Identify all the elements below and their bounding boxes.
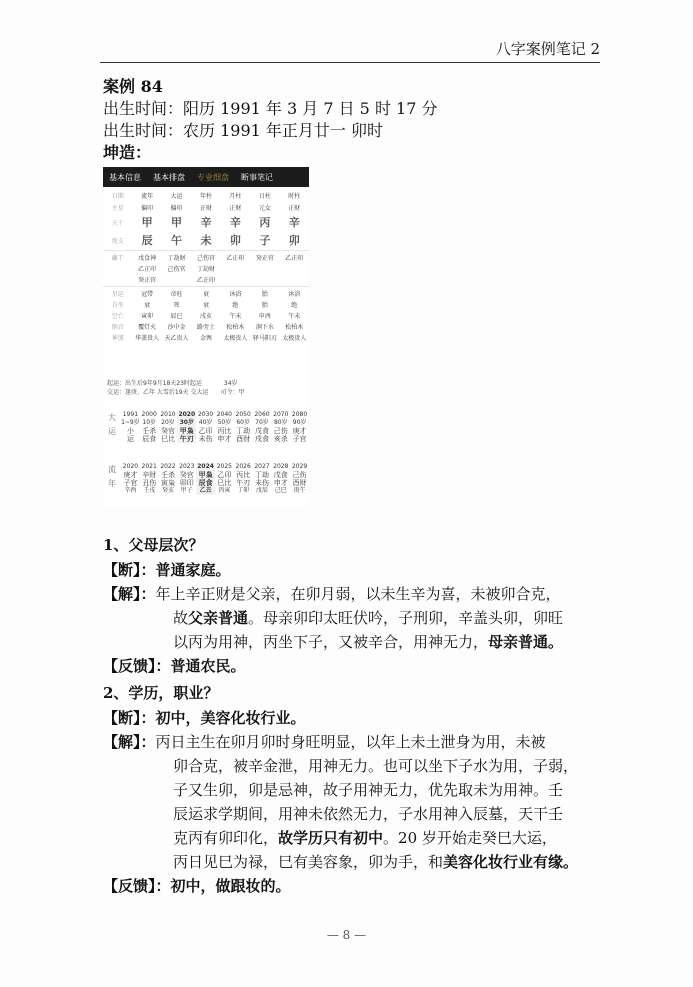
- row-label: 神煞: [111, 335, 124, 342]
- pillar-row: [103, 274, 309, 285]
- pillar-cell: 天乙贵人: [164, 335, 189, 342]
- pillar-row: [103, 310, 309, 321]
- pillar-cell: 辛: [229, 216, 241, 229]
- pillar-cell: 午: [171, 234, 183, 247]
- row-label: 空亡: [111, 313, 124, 320]
- tab-pro-chart[interactable]: 专业细盘: [197, 172, 229, 182]
- pillar-row: [103, 321, 309, 332]
- row-label: 日期: [111, 192, 124, 200]
- dayun-column[interactable]: 2080 90岁 庚才 子官: [291, 411, 308, 443]
- pillar-cell: 元女: [258, 204, 271, 212]
- dayun-side-label: 大 运: [108, 413, 116, 436]
- pillar-grid: [103, 189, 309, 343]
- pillar-cell: 松柏木: [226, 324, 245, 331]
- header-title: 八字案例笔记 2: [495, 40, 600, 58]
- pillar-cell: 乙正印: [196, 277, 215, 284]
- page-number: — 8 —: [326, 928, 367, 942]
- liunian-side-label: 流 年: [108, 465, 116, 488]
- dayun-section: [103, 379, 309, 397]
- birth-solar: 出生时间：阳历 1991 年 3 月 7 日 5 时 17 分: [103, 99, 438, 118]
- row-label: 星运: [111, 291, 124, 298]
- qiyun-line: 起运：出生后9年9月18天23时起运 34岁: [107, 380, 238, 387]
- pillar-row: [103, 263, 309, 274]
- pillar-row: [103, 288, 309, 299]
- pillar-cell: 正财: [229, 204, 242, 212]
- tab-basic-info[interactable]: 基本信息: [109, 172, 141, 182]
- pillar-cell: 沐浴: [288, 291, 301, 298]
- pillar-cell: 绝: [291, 302, 298, 309]
- row-label: 地支: [111, 237, 124, 245]
- liunian-column[interactable]: 2023 癸官 卯印 甲子: [179, 463, 195, 494]
- pillar-cell: 太极贵人: [223, 335, 248, 342]
- pillar-cell: 沙中金: [167, 324, 186, 331]
- dayun-column[interactable]: 2060 70岁 戊食 戌食: [254, 411, 270, 443]
- row-label: 纳音: [111, 324, 124, 331]
- pillar-cell: 卯: [288, 234, 300, 247]
- jiaoyun-line: 交运：逢庚、乙年 大雪后19天 交大运 司令：甲: [107, 389, 245, 396]
- dayun-row: [103, 411, 309, 443]
- pillar-cell: 癸正官: [138, 277, 157, 284]
- pillar-cell: 沐浴: [229, 291, 242, 298]
- pillar-cell: 胎: [261, 302, 268, 309]
- pillar-cell: 松柏木: [285, 324, 304, 331]
- liunian-column[interactable]: 2025 乙印 巳比 丙寅: [216, 463, 233, 494]
- q1-feedback: 普通农民。: [170, 657, 246, 675]
- dayun-column[interactable]: 2070 80岁 己伤 亥杀: [273, 411, 289, 443]
- row-label: 自坐: [111, 302, 124, 309]
- pillar-cell: 己伤官: [167, 266, 186, 273]
- birth-lunar: 出生时间：农历 1991 年正月廿一 卯时: [103, 121, 383, 140]
- pillar-cell: 丙: [259, 216, 271, 229]
- pillar-cell: 死: [173, 302, 180, 309]
- pillar-cell: 时柱: [288, 192, 301, 200]
- dayun-column[interactable]: 1991 1~9岁 小 运: [121, 411, 140, 443]
- tab-basic-chart[interactable]: 基本排盘: [153, 172, 185, 182]
- pillar-cell: 辰巳: [170, 313, 183, 320]
- pillar-cell: 丁劫财: [167, 255, 186, 262]
- liunian-column[interactable]: 2020 庚才 子官 辛酉: [122, 463, 139, 494]
- pillar-cell: 冠带: [141, 291, 154, 298]
- pillar-cell: 衰: [202, 291, 209, 298]
- pillar-cell: 衰: [144, 302, 151, 309]
- pillar-cell: 日柱: [258, 192, 271, 200]
- pillar-row: [103, 332, 309, 343]
- pillar-cell: 绝: [232, 302, 239, 309]
- pillar-row: [103, 231, 309, 249]
- page-header: [100, 34, 600, 63]
- q1-title: 1、父母层次？: [103, 536, 204, 554]
- pillar-cell: 偏印: [141, 204, 154, 212]
- case-number: 案例 84: [103, 77, 163, 96]
- pillar-cell: 癸正官: [255, 255, 274, 262]
- pillar-cell: 戊食神: [138, 255, 157, 262]
- liunian-column[interactable]: 2029 己伤 酉财 庚午: [291, 463, 308, 494]
- pillar-cell: 驿马阳刃: [252, 335, 277, 342]
- pillar-row: [103, 189, 309, 201]
- liunian-column[interactable]: 2026 丙比 午刃 丁卯: [235, 463, 251, 494]
- pillar-cell: 太极贵人: [282, 335, 307, 342]
- pillar-cell: 未: [200, 234, 212, 247]
- liunian-column[interactable]: 2021 辛财 丑伤 壬戌: [141, 463, 157, 494]
- dayun-column[interactable]: 2010 20岁 癸官 巳比: [160, 411, 176, 443]
- pillar-cell: 甲: [171, 216, 183, 229]
- pillar-row: [103, 299, 309, 310]
- question-1: 1、父母层次？ 【断】：普通家庭。 【解】：年上辛正财是父亲，在卯月弱，以未生辛为喜，未被卯合克， 故父亲普通。母亲卯印太旺伏吟，子刑卯，辛盖头卯，卯旺 以丙为用神，丙坐下子，又被辛合，用神无力，母亲普通。 【反馈】：普通农民。: [103, 532, 603, 678]
- pillar-cell: 月柱: [229, 192, 242, 200]
- liunian-row: [103, 463, 309, 495]
- pillar-cell: 大运: [170, 192, 183, 200]
- pillar-cell: 甲: [141, 216, 153, 229]
- pillar-cell: 辛: [288, 216, 300, 229]
- pillar-cell: 帝旺: [170, 291, 183, 298]
- row-label: 天干: [111, 219, 124, 227]
- q1-duan: 普通家庭。: [155, 561, 231, 579]
- liunian-column[interactable]: 2027 丁劫 未伤 戊辰: [254, 463, 270, 494]
- dayun-column[interactable]: 2040 50岁 丙比 申才: [216, 411, 233, 443]
- pillar-cell: 午未: [288, 313, 301, 320]
- pillar-cell: 午未: [229, 313, 242, 320]
- liunian-column[interactable]: 2022 壬杀 寅枭 癸亥: [160, 463, 176, 494]
- q2-duan: 初中，美容化妆行业。: [155, 709, 306, 727]
- bazi-chart-screenshot: [103, 167, 309, 507]
- pillar-cell: 辛: [200, 216, 212, 229]
- pillar-cell: 丁劫财: [196, 266, 215, 273]
- pillar-cell: 衰: [202, 302, 209, 309]
- dayun-column[interactable]: 2030 40岁 乙印 未伤: [197, 411, 214, 443]
- pillar-cell: 偏印: [170, 204, 183, 212]
- pillar-cell: 正财: [288, 204, 301, 212]
- pillar-cell: 乙正印: [226, 255, 245, 262]
- pillar-cell: 卯: [229, 234, 241, 247]
- pillar-cell: 路旁土: [196, 324, 215, 331]
- gender-label: 坤造：: [103, 143, 152, 162]
- chart-tabs: [103, 167, 309, 187]
- question-2: 2、学历，职业？ 【断】：初中，美容化妆行业。 【解】：丙日主生在卯月卯时身旺明显，以年上未土泄身为用，未被 卯合克，被辛金泄，用神无力。也可以坐下子水为用，子弱， 子又生卯，卯是忌神，故子用神无力，优先取未为用神。壬 辰运求学期间，用神未依然无力，子水用神入辰墓，天干壬 克丙有卯印化，故学历只有初中。20 岁开始走癸巳大运， 丙日见巳为禄，巳有美容象，卯为手，和美容化妆行业有缘。 【反馈】：初中，做跟妆的。: [103, 680, 603, 898]
- pillar-cell: 戌亥: [199, 313, 212, 320]
- pillar-row: [103, 252, 309, 263]
- pillar-cell: 乙正印: [285, 255, 304, 262]
- pillar-cell: 金舆: [199, 335, 212, 342]
- pillar-cell: 子: [259, 234, 271, 247]
- pillar-cell: 华盖贵人: [135, 335, 160, 342]
- case-info: [103, 76, 603, 164]
- pillar-cell: 己伤官: [196, 255, 215, 262]
- liunian-column[interactable]: 2028 戊食 申才 己巳: [273, 463, 289, 494]
- tab-notes[interactable]: 断事笔记: [241, 172, 273, 182]
- pillar-cell: 正财: [199, 204, 212, 212]
- pillar-row: [103, 201, 309, 213]
- q2-title: 2、学历，职业？: [103, 684, 219, 702]
- pillar-cell: 年柱: [199, 192, 212, 200]
- pillar-row: [103, 213, 309, 231]
- dayun-column[interactable]: 2000 10岁 壬杀 辰食: [141, 411, 157, 443]
- row-label: 藏干: [111, 255, 124, 262]
- pillar-cell: 乙正印: [138, 266, 157, 273]
- q2-feedback: 初中，做跟妆的。: [170, 877, 291, 895]
- dayun-column[interactable]: 2050 60岁 丁劫 酉财: [235, 411, 251, 443]
- pillar-cell: 寅卯: [141, 313, 154, 320]
- pillar-cell: 申酉: [258, 313, 271, 320]
- liunian-column[interactable]: 2024 甲枭 辰食 乙丑: [197, 463, 214, 494]
- dayun-column[interactable]: 2020 30岁 甲枭 午刃: [178, 411, 196, 443]
- row-label: 主星: [111, 204, 124, 212]
- pillar-cell: 胎: [261, 291, 268, 298]
- pillar-cell: 涧下水: [255, 324, 274, 331]
- pillar-cell: 流年: [141, 192, 154, 200]
- pillar-cell: 覆灯火: [138, 324, 157, 331]
- pillar-cell: 辰: [141, 234, 153, 247]
